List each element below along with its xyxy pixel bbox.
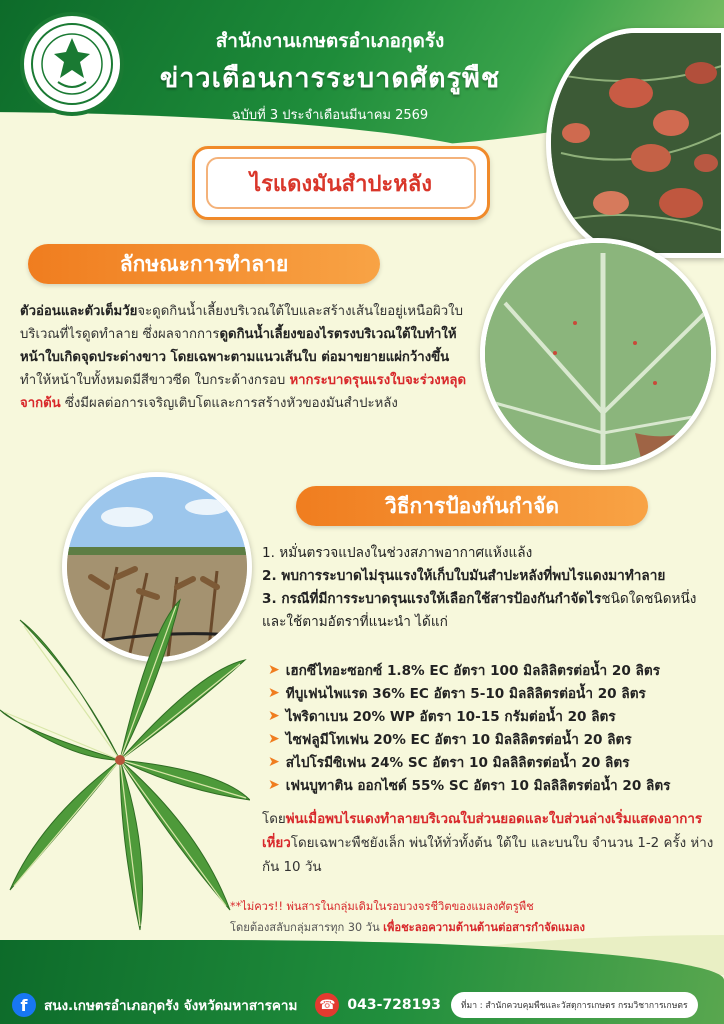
- chemical-item: ➤ เฟนบูทาติน ออกไซด์ 55% SC อัตรา 10 มิลลิลิตรต่อน้ำ 20 ลิตร: [268, 776, 671, 794]
- garuda-emblem-icon: [30, 22, 114, 106]
- red-mite-photo: [546, 28, 724, 258]
- damage-bold-1: ตัวอ่อนและตัวเต็มวัย: [20, 304, 138, 319]
- chemical-item: ➤ ไพริดาเบน 20% WP อัตรา 10-15 กรัมต่อน้ำ 20 ลิตร: [268, 707, 616, 725]
- control-step-3-bold: 3. กรณีที่มีการระบาดรุนแรงให้เลือกใช้สารป้องกันกำจัดไร: [262, 591, 602, 607]
- leaf-underside-photo: [480, 238, 716, 470]
- phone-number[interactable]: 043-728193: [347, 997, 441, 1013]
- spray-text: โดยเฉพาะพืชยังเล็ก พ่นให้ทั่วทั้งต้น ใต้ใบ และบนใบ จำนวน 1-2 ครั้ง ห่างกัน 10 วัน: [262, 836, 714, 875]
- damage-red-warning: หากระบาดรุนแรงใบจะร่วงหลุดจากต้น: [20, 373, 467, 411]
- footer-bar: [0, 986, 724, 1024]
- phone-icon[interactable]: ☎: [315, 993, 339, 1017]
- warning-line-1: **ไม่ควร!! พ่นสารในกลุ่มเดิมในรอบวงจรชีวิตของแมลงศัตรูพืช: [230, 900, 534, 913]
- pest-title: ไรแดงมันสำปะหลัง: [206, 157, 476, 209]
- warning-red-text: เพื่อชะลอความต้านต้านต่อสารกำจัดแมลง: [383, 921, 585, 934]
- cassava-plant-illustration: [0, 590, 250, 950]
- chemical-list: [268, 658, 714, 796]
- department-logo: [20, 12, 124, 116]
- chemical-item: ➤ เฮกซีไทอะซอกซ์ 1.8% EC อัตรา 100 มิลลิลิตรต่อน้ำ 20 ลิตร: [268, 661, 661, 679]
- arrow-icon: ➤: [268, 753, 280, 770]
- bulletin-title: ข่าวเตือนการระบาดศัตรูพืช: [159, 63, 501, 94]
- office-name: สำนักงานเกษตรอำเภอกุดรัง: [215, 30, 445, 52]
- chemical-item: ➤ สไปโรมีซิเฟน 24% SC อัตรา 10 มิลลิลิตรต่อน้ำ 20 ลิตร: [268, 753, 630, 771]
- warning-line-2: โดยต้องสลับกลุ่มสารทุก 30 วัน เพื่อชะลอความต้านต้านต่อสารกำจัดแมลง: [230, 921, 585, 934]
- chemical-item: ➤ ทีบูเฟนไพแรด 36% EC อัตรา 5-10 มิลลิลิตรต่อน้ำ 20 ลิตร: [268, 684, 646, 702]
- control-step-1: 1. หมั่นตรวจแปลงในช่วงสภาพอากาศแห้งแล้ง: [262, 545, 533, 561]
- chemical-item: ➤ ไซฟลูมีโทเฟน 20% EC อัตรา 10 มิลลิลิตรต่อน้ำ 20 ลิตร: [268, 730, 632, 748]
- damage-description: [20, 300, 476, 415]
- control-step-3-text: ชนิดใดชนิดหนึ่งและใช้ตามอัตราที่แนะนำ ได้แก่: [262, 591, 697, 630]
- spray-prefix: โดย: [262, 812, 286, 827]
- source-credit: ที่มา : สำนักควบคุมพืชและวัสดุการเกษตร กรมวิชาการเกษตร: [451, 992, 698, 1018]
- issue-info: ฉบับที่ 3 ประจำเดือนมีนาคม 2569: [231, 108, 429, 123]
- arrow-icon: ➤: [268, 730, 280, 747]
- pest-title-pill: [192, 146, 490, 220]
- control-step-2: 2. พบการระบาดไม่รุนแรงให้เก็บใบมันสำปะหลังที่พบไรแดงมาทำลาย: [262, 568, 666, 584]
- arrow-icon: ➤: [268, 776, 280, 793]
- arrow-icon: ➤: [268, 707, 280, 724]
- damage-text-2: ทำให้หน้าใบทั้งหมดมีสีขาวซีด ใบกระด้างกรอบ: [20, 373, 290, 388]
- control-step-3: [262, 588, 712, 634]
- arrow-icon: ➤: [268, 684, 280, 701]
- damage-bold-2: ดูดกินน้ำเลี้ยงของไรตรงบริเวณใต้ใบทำให้หน้าใบเกิดจุดประด่างขาว โดยเฉพาะตามแนวเส้นใบ ต่อมาขยายแผ่กว้างขึ้น: [20, 327, 457, 365]
- control-heading: วิธีการป้องกันกำจัด: [296, 486, 648, 526]
- spray-red-text: พ่นเมื่อพบไรแดงทำลายบริเวณใบส่วนยอดและใบส่วนล่างเริ่มแสดงอาการเหี่ยว: [262, 812, 703, 851]
- facebook-icon[interactable]: f: [12, 993, 36, 1017]
- damage-text-3: ซึ่งมีผลต่อการเจริญเติบโตและการสร้างหัวของมันสำปะหลัง: [60, 396, 398, 411]
- spray-instructions: [262, 808, 714, 880]
- damage-text-1: จะดูดกินน้ำเลี้ยงบริเวณใต้ใบและสร้างเส้นใยอยู่เหนือผิวใบบริเวณที่ไรดูดทำลาย ซึ่งผลจากการ: [20, 304, 463, 342]
- facebook-page-name[interactable]: สนง.เกษตรอำเภอกุดรัง จังหวัดมหาสารคาม: [44, 998, 298, 1014]
- arrow-icon: ➤: [268, 661, 280, 678]
- control-steps: [262, 542, 712, 634]
- warning-note: [230, 896, 690, 938]
- damage-heading: ลักษณะการทำลาย: [28, 244, 380, 284]
